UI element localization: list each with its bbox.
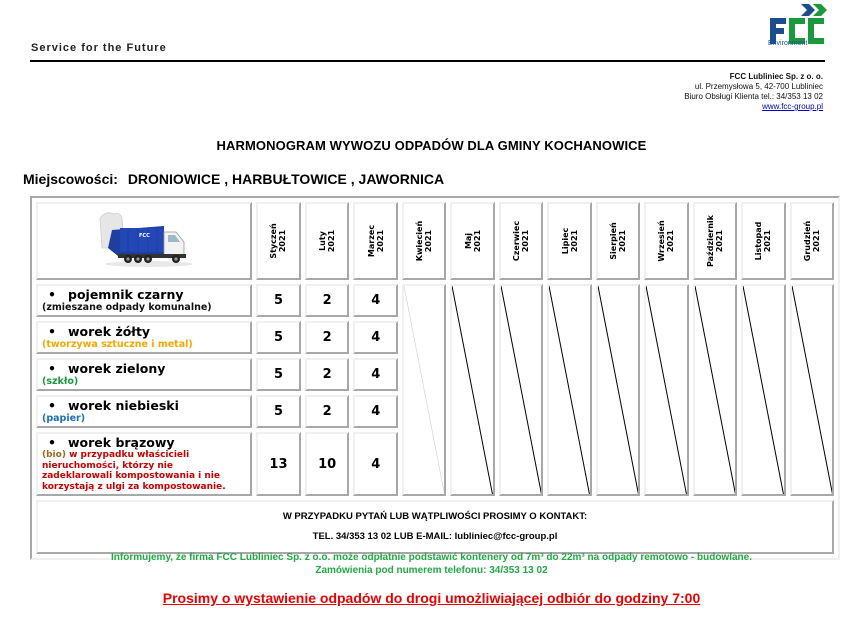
empty-month-cell [644,284,688,496]
month-year: 2021 [521,229,531,253]
empty-month-cell [402,284,446,496]
value-cell: 4 [353,432,398,496]
company-address: ul. Przemysłowa 5, 42-700 Lubliniec [694,82,823,91]
month-name: Grudzień [802,220,812,262]
month-year: 2021 [375,229,385,253]
month-name: Maj [463,232,473,250]
contact-line-2: TEL. 34/353 13 02 LUB E-MAIL: lubliniec@fcc-group.pl [312,531,558,542]
month-header-wrzesien [644,202,688,280]
locations-label: Miejscowości: [23,171,118,187]
bullet-icon: • [48,361,56,376]
header-divider [30,60,825,62]
month-header-listopad [741,202,785,280]
waste-name: worek żółty [68,324,151,339]
empty-month-cell [741,284,785,496]
locations [23,171,444,187]
waste-name: worek zielony [68,361,166,376]
page-title: HARMONOGRAM WYWOZU ODPADÓW DLA GMINY KOCHANOWICE [216,138,647,153]
waste-name: worek niebieski [68,398,179,413]
strikethrough-line [501,286,541,494]
strikethrough-line [792,286,832,494]
month-year: 2021 [714,229,724,253]
month-header-czerwiec [499,202,543,280]
value-cell: 13 [256,432,301,496]
waste-name: pojemnik czarny [68,287,184,302]
company-info [684,72,823,112]
bullet-icon: • [48,398,56,413]
month-name: Sierpień [608,222,618,260]
value-cell: 4 [353,358,398,391]
month-name: Wrzesień [657,220,667,262]
waste-desc: (zmieszane odpady komunalne) [42,302,212,313]
strikethrough-line [743,286,783,494]
waste-desc: (tworzywa sztuczne i metal) [42,339,193,350]
empty-month-cell [547,284,591,496]
month-year: 2021 [278,229,288,253]
month-header-styczen [256,202,301,280]
month-name: Luty [318,231,328,251]
locations-value: DRONIOWICE , HARBUŁTOWICE , JAWORNICA [127,171,445,187]
value-cell: 2 [305,284,350,317]
month-year: 2021 [472,229,482,253]
tagline: Service for the Future [31,42,167,54]
waste-type-cell [36,358,252,391]
logo-subtext: Environment [768,40,808,47]
value-cell: 5 [256,358,301,391]
month-year: 2021 [327,229,337,253]
value-cell: 5 [256,284,301,317]
info-line-2: Zamówienia pod numerem telefonu: 34/353 13 02 [315,565,548,576]
contact-line-1: W PRZYPADKU PYTAŃ LUB WĄTPLIWOŚCI PROSIMY O KONTAKT: [282,511,588,522]
svg-text:FCC: FCC [139,233,150,239]
table-row [36,284,834,317]
month-year: 2021 [811,229,821,253]
info-line-1: Informujemy, że firma FCC Lubliniec Sp. z o.o. może odpłatnie podstawić kontenery od 7m³ do 22m³ na odpady remotowo - budowlane. [111,552,752,563]
truck-cell [36,202,252,280]
waste-desc-prefix: (bio) [42,450,66,460]
company-name: FCC Lubliniec Sp. z o. o. [729,72,823,81]
strikethrough-line [549,286,589,494]
strikethrough-line [404,286,444,494]
value-cell: 2 [305,395,350,428]
waste-desc: w przypadku właścicieli nieruchomości, którzy nie zadeklarowali kompostowania i nie korzystają z ulgi za kompostowanie. [42,450,226,492]
company-website-link[interactable]: www.fcc-group.pl [762,102,823,111]
month-year: 2021 [666,229,676,253]
month-header-kwiecien [402,202,446,280]
strikethrough-line [598,286,638,494]
month-header-luty [305,202,350,280]
value-cell: 4 [353,321,398,354]
value-cell: 5 [256,321,301,354]
strikethrough-line [646,286,686,494]
waste-desc: (szkło) [42,376,79,387]
month-name: Kwiecień [415,220,425,262]
value-cell: 5 [256,395,301,428]
container-info [0,551,863,577]
month-name: Styczeń [269,223,279,259]
company-phone: Biuro Obsługi Klienta tel.: 34/353 13 02 [684,92,823,101]
month-header-marzec [353,202,398,280]
waste-type-cell [36,284,252,317]
pickup-notice: Prosimy o wystawienie odpadów do drogi umożliwiającej odbiór do godziny 7:00 [162,590,701,606]
waste-name: worek brązowy [68,435,175,450]
month-year: 2021 [569,229,579,253]
empty-month-cell [499,284,543,496]
value-cell: 10 [305,432,350,496]
bullet-icon: • [48,435,56,450]
month-header-pazdziernik [693,202,737,280]
empty-month-cell [693,284,737,496]
month-name: Listopad [754,221,764,261]
strikethrough-line [452,286,492,494]
value-cell: 2 [305,321,350,354]
month-header-lipiec [547,202,591,280]
month-header-sierpien [596,202,640,280]
value-cell: 2 [305,358,350,391]
waste-type-cell [36,321,252,354]
empty-month-cell [790,284,834,496]
header-row [36,202,834,280]
waste-type-cell [36,395,252,428]
waste-type-cell [36,432,252,496]
bullet-icon: • [48,324,56,339]
bullet-icon: • [48,287,56,302]
month-name: Marzec [366,224,376,258]
schedule-table [30,196,840,560]
month-name: Czerwiec [512,220,522,262]
contact-row [36,500,834,554]
empty-month-cell [450,284,494,496]
contact-cell [36,500,834,554]
month-year: 2021 [617,229,627,253]
month-name: Październik [705,215,715,267]
month-year: 2021 [424,229,434,253]
garbage-truck-icon [94,208,194,270]
month-name: Lipiec [560,227,570,255]
value-cell: 4 [353,395,398,428]
empty-month-cell [596,284,640,496]
month-header-maj [450,202,494,280]
strikethrough-line [695,286,735,494]
month-header-grudzien [790,202,834,280]
waste-desc: (papier) [42,413,86,424]
value-cell: 4 [353,284,398,317]
month-year: 2021 [763,229,773,253]
